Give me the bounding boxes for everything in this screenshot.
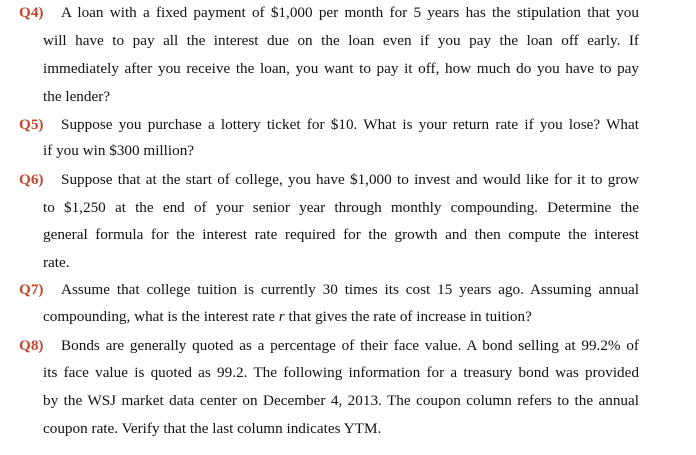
- question-text-line: to $1,250 at the end of your senior year through monthly compounding. Determine the: [43, 199, 639, 216]
- question-text-line: will have to pay all the interest due on the loan even if you pay the loan off early. If: [43, 32, 639, 49]
- question-text-line: Assume that college tuition is currently 30 times its cost 15 years ago. Assuming annual: [61, 281, 639, 298]
- question-text-line: compounding, what is the interest rate: [43, 308, 275, 325]
- question-number: Q4): [19, 4, 44, 21]
- question-text-line: by the WSJ market data center on December 4, 2013. The coupon column refers to the annual: [43, 392, 639, 409]
- question-text-line: general formula for the interest rate required for the growth and then compute the interest: [43, 226, 639, 243]
- question-text-line: its face value is quoted as 99.2. The following information for a treasury bond was provided: [43, 364, 639, 381]
- variable-r: r: [278, 308, 285, 325]
- question-text-line: Suppose you purchase a lottery ticket for $10. What is your return rate if you lose? What: [61, 116, 639, 133]
- question-text-line: coupon rate. Verify that the last column indicates YTM.: [43, 420, 382, 437]
- question-text-line: that gives the rate of increase in tuition?: [288, 308, 532, 325]
- question-number: Q6): [19, 171, 44, 188]
- question-text-line: A loan with a fixed payment of $1,000 per month for 5 years has the stipulation that you: [61, 4, 639, 21]
- question-text-line: Bonds are generally quoted as a percentage of their face value. A bond selling at 99.2% of: [61, 337, 639, 354]
- question-text-line: rate.: [43, 254, 70, 271]
- question-number: Q5): [19, 116, 44, 133]
- question-number: Q8): [19, 337, 44, 354]
- question-text-line: the lender?: [43, 88, 111, 105]
- question-text-line: immediately after you receive the loan, you want to pay it off, how much do you have to pay: [43, 60, 639, 77]
- question-text-line: Suppose that at the start of college, you have $1,000 to invest and would like for it to grow: [61, 171, 639, 188]
- question-text-line: if you win $300 million?: [43, 142, 195, 159]
- question-number: Q7): [19, 281, 44, 298]
